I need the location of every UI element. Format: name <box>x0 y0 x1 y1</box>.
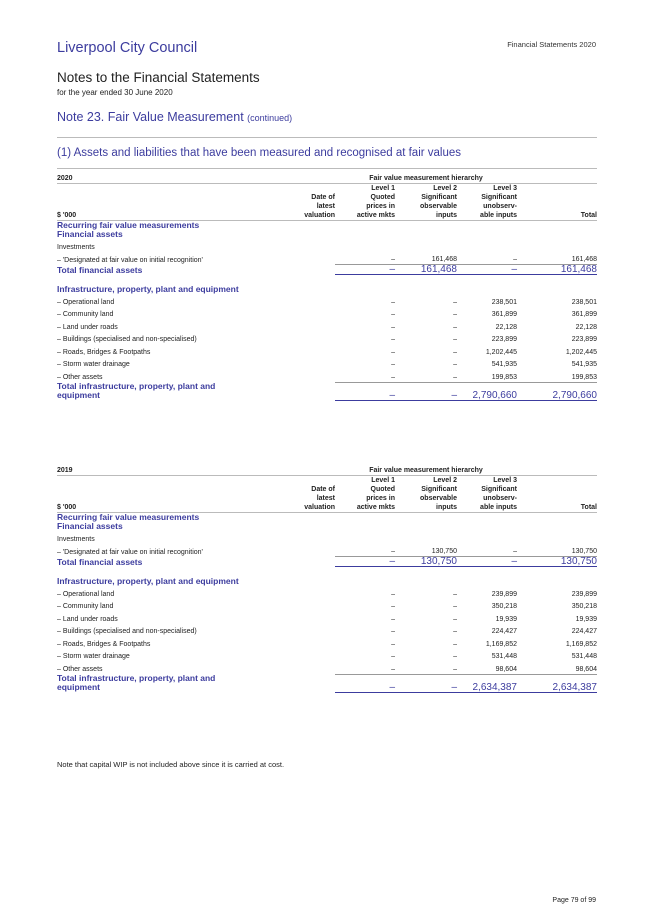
table-row: – Other assets – – 199,853 199,853 <box>57 369 597 382</box>
table-row: – Roads, Bridges & Footpaths – – 1,169,852 1,169,852 <box>57 640 597 648</box>
subgroup-heading: Infrastructure, property, plant and equipment <box>57 284 239 294</box>
table-row: – Operational land – – 238,501 238,501 <box>57 298 597 306</box>
note-heading <box>57 110 292 124</box>
note-title: Note 23. Fair Value Measurement <box>57 110 244 124</box>
fair-value-table-2019 <box>57 463 597 693</box>
table-row: – Storm water drainage – – 531,448 531,448 <box>57 653 597 660</box>
table-row: – Other assets – – 98,604 98,604 <box>57 661 597 674</box>
category-label: Investments <box>57 535 95 543</box>
subgroup-heading: Financial assets <box>57 521 123 531</box>
total-row: Total infrastructure, property, plant and equipment – – 2,790,660 2,790,660 <box>57 381 597 401</box>
level2-header: Level 2 Significant observable inputs <box>395 476 457 513</box>
fair-value-table-2020 <box>57 171 597 401</box>
total-row: Total financial assets – 161,468 – 161,468 <box>57 264 597 275</box>
unit-header: $ '000 <box>57 476 257 513</box>
table-row: – 'Designated at fair value on initial recognition' – 161,468 – 161,468 <box>57 252 597 265</box>
table-year-row <box>57 463 597 476</box>
table-row: – Land under roads – – 19,939 19,939 <box>57 615 597 623</box>
level1-header: Level 1 Quoted prices in active mkts <box>335 476 395 513</box>
page-title: Notes to the Financial Statements <box>57 70 260 85</box>
footnote: Note that capital WIP is not included above since it is carried at cost. <box>57 760 285 769</box>
table-row: – 'Designated at fair value on initial recognition' – 130,750 – 130,750 <box>57 544 597 557</box>
table-row: – Roads, Bridges & Footpaths – – 1,202,445 1,202,445 <box>57 348 597 356</box>
unit-header: $ '000 <box>57 184 257 221</box>
total-header: Total <box>517 476 597 513</box>
level3-header: Level 3 Significant unobserv- able inputs <box>457 184 517 221</box>
table-row: – Land under roads – – 22,128 22,128 <box>57 323 597 331</box>
group-heading: Recurring fair value measurements <box>57 512 200 522</box>
council-name: Liverpool City Council <box>57 40 198 56</box>
table-row: – Community land – – 350,218 350,218 <box>57 603 597 610</box>
table-row: – Buildings (specialised and non-specialised) – – 224,427 224,427 <box>57 628 597 635</box>
column-headers <box>57 476 597 513</box>
table-row: – Storm water drainage – – 541,935 541,935 <box>57 361 597 368</box>
date-header: Date of latest valuation <box>257 184 335 221</box>
year-label: 2020 <box>57 171 257 184</box>
column-headers <box>57 184 597 221</box>
date-header: Date of latest valuation <box>257 476 335 513</box>
total-header: Total <box>517 184 597 221</box>
level1-header: Level 1 Quoted prices in active mkts <box>335 184 395 221</box>
level3-header: Level 3 Significant unobserv- able inputs <box>457 476 517 513</box>
page-number: Page 79 of 99 <box>552 897 596 904</box>
section-heading: (1) Assets and liabilities that have been measured and recognised at fair values <box>57 147 462 159</box>
table-year-row <box>57 171 597 184</box>
category-label: Investments <box>57 243 95 251</box>
total-row: Total financial assets – 130,750 – 130,750 <box>57 556 597 567</box>
divider <box>57 137 597 138</box>
total-row: Total infrastructure, property, plant and equipment – – 2,634,387 2,634,387 <box>57 673 597 693</box>
table-row: – Operational land – – 239,899 239,899 <box>57 590 597 598</box>
hierarchy-label: Fair value measurement hierarchy <box>335 463 517 476</box>
subgroup-heading: Financial assets <box>57 229 123 239</box>
page-subtitle: for the year ended 30 June 2020 <box>57 88 173 97</box>
subgroup-heading: Infrastructure, property, plant and equipment <box>57 576 239 586</box>
level2-header: Level 2 Significant observable inputs <box>395 184 457 221</box>
divider <box>57 168 597 169</box>
year-label: 2019 <box>57 463 257 476</box>
table-row: – Buildings (specialised and non-specialised) – – 223,899 223,899 <box>57 336 597 343</box>
document-title: Financial Statements 2020 <box>507 40 596 49</box>
note-suffix: (continued) <box>247 113 293 123</box>
group-heading: Recurring fair value measurements <box>57 220 200 230</box>
table-row: – Community land – – 361,899 361,899 <box>57 311 597 318</box>
hierarchy-label: Fair value measurement hierarchy <box>335 171 517 184</box>
